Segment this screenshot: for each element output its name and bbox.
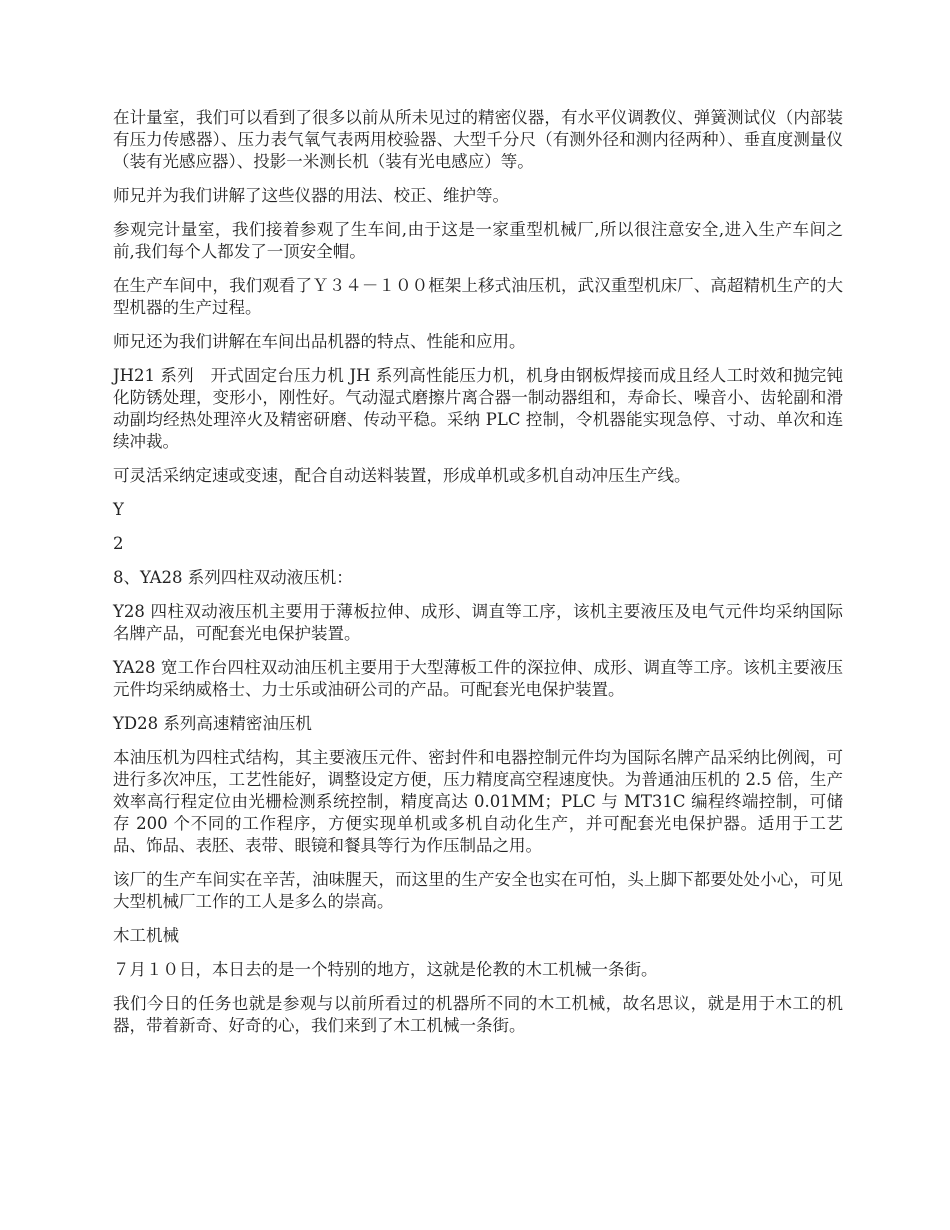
paragraph-july-10: ７月１０日，本日去的是一个特别的地方，这就是伦教的木工机械一条街。 [113,960,658,979]
paragraph-jh21-press: JH21 系列 开式固定台压力机 JH 系列高性能压力机，机身由钢板焊接而成且经人工时效和抛完钝化防锈处理，变形小，刚性好。气动湿式磨擦片离合器一制动器组和，寿命长、噪音小、齿轮副和滑动副均经热处理淬火及精密研磨、传动平稳。采纳 PLC 控制，令机器能实现急停、寸动、单次和连续冲裁。 [113,366,843,451]
section-heading-yd28: YD28 系列高速精密油压机 [113,714,312,733]
document-body [113,107,843,1049]
section-heading-woodworking: 木工机械 [113,926,179,945]
paragraph-metrology-room: 在计量室，我们可以看到了很多以前从所未见过的精密仪器，有水平仪调教仪、弹簧测试仪（内部装有压力传感器）、压力表气氧气表两用校验器、大型千分尺（有测外径和测内径两种）、垂直度测量仪（装有光感应器）、投影一米测长机（装有光电感应）等。 [113,108,843,171]
section-heading-ya28: 8、YA28 系列四柱双动液压机： [113,568,353,587]
paragraph-fragment-2: 2 [113,534,124,553]
paragraph-workshop-safety: 参观完计量室，我们接着参观了生车间,由于这是一家重型机械厂,所以很注意安全,进入生产车间之前,我们每个人都发了一顶安全帽。 [113,220,843,261]
paragraph-ya28-wide-table: YA28 宽工作台四柱双动油压机主要用于大型薄板工件的深拉伸、成形、调直等工序。该机主要液压元件均采纳威格士、力士乐或油研公司的产品。可配套光电保护装置。 [113,658,843,699]
paragraph-production-process: 在生产车间中，我们观看了Ｙ３４－１００框架上移式油压机，武汉重型机床厂、高超精机生产的大型机器的生产过程。 [113,276,843,317]
paragraph-yd28-details: 本油压机为四柱式结构，其主要液压元件、密封件和电器控制元件均为国际名牌产品采纳比例阀，可进行多次冲压，工艺性能好，调整设定方便，压力精度高空程速度快。为普通油压机的 2.5 倍，生产效率高行程定位由光栅检测系统控制，精度高达 0.01MM；PLC 与 MT31C 编程终端控制，可储存 200 个不同的工作程序，方便实现单机或多机自动化生产，并可配套光电保护器。适用于工艺品、饰品、表胚、表带、眼镜和餐具等行为作压制品之用。 [113,748,843,855]
paragraph-instrument-explanation: 师兄并为我们讲解了这些仪器的用法、校正、维护等。 [113,186,509,205]
paragraph-woodworking-street: 我们今日的任务也就是参观与以前所看过的机器所不同的木工机械，故名思议，就是用于木工的机器，带着新奇、好奇的心，我们来到了木工机械一条街。 [113,994,843,1035]
paragraph-fragment-y: Y [113,500,124,519]
paragraph-y28-press: Y28 四柱双动液压机主要用于薄板拉伸、成形、调直等工序，该机主要液压及电气元件均采纳国际名牌产品，可配套光电保护装置。 [113,602,843,643]
paragraph-workshop-impression: 该厂的生产车间实在辛苦，油味腥天，而这里的生产安全也实在可怕，头上脚下都要处处小心，可见大型机械厂工作的工人是多么的崇高。 [113,870,843,911]
paragraph-automatic-line: 可灵活采纳定速或变速，配合自动送料装置，形成单机或多机自动冲压生产线。 [113,466,691,485]
paragraph-machine-features: 师兄还为我们讲解在车间出品机器的特点、性能和应用。 [113,332,526,351]
